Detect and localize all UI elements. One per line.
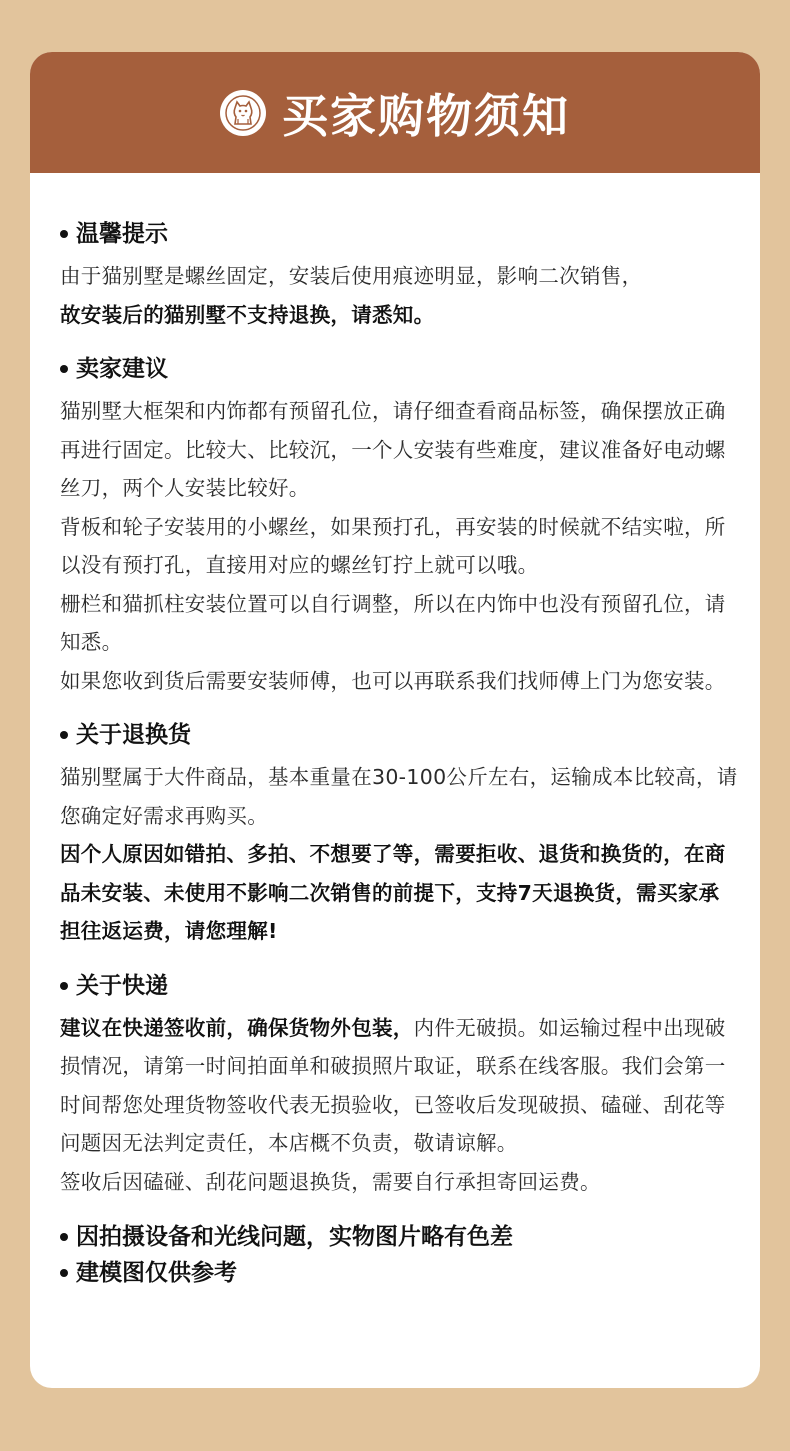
paragraph: 由于猫别墅是螺丝固定，安装后使用痕迹明显，影响二次销售， [60, 264, 643, 288]
bullet-dot-icon [60, 982, 68, 990]
footer-notes [60, 1219, 740, 1291]
paragraph-bold: 故安装后的猫别墅不支持退换，请悉知。 [60, 302, 435, 327]
notice-card [30, 52, 760, 1388]
paragraph-emphasis: 建议在快递签收前，确保货物外包装， [60, 1015, 414, 1040]
section-title: 温馨提示 [76, 221, 168, 247]
header-banner [30, 52, 760, 173]
section-delivery [60, 969, 740, 1202]
section-title: 卖家建议 [76, 356, 168, 382]
section-title: 关于退换货 [76, 722, 191, 748]
section-seller-advice [60, 352, 740, 700]
bullet-dot-icon [60, 1233, 68, 1241]
paragraph-bold: 因个人原因如错拍、多拍、不想要了等，需要拒收、退货和换货的，在商品未安装、未使用不影响二次销售的前提下，支持7天退换货，需买家承担往返运费，请您理解! [60, 842, 726, 943]
paragraph: 猫别墅大框架和内饰都有预留孔位，请仔细查看商品标签，确保摆放正确再进行固定。比较大、比较沉，一个人安装有些难度，建议准备好电动螺丝刀，两个人安装比较好。 [60, 399, 726, 500]
paragraph: 栅栏和猫抓柱安装位置可以自行调整，所以在内饰中也没有预留孔位，请知悉。 [60, 591, 726, 654]
bullet-dot-icon [60, 1269, 68, 1277]
footer-note: 建模图仅供参考 [76, 1260, 237, 1286]
paragraph: 如果您收到货后需要安装师傅，也可以再联系我们找师傅上门为您安装。 [60, 668, 726, 693]
cat-logo-icon [220, 90, 266, 136]
paragraph: 背板和轮子安装用的小螺丝，如果预打孔，再安装的时候就不结实啦，所以没有预打孔，直接用对应的螺丝钉拧上就可以哦。 [60, 514, 726, 577]
bullet-dot-icon [60, 731, 68, 739]
paragraph: 签收后因磕碰、刮花问题退换货，需要自行承担寄回运费。 [60, 1169, 601, 1194]
paragraph-text: 内件无破损。如运输过程中出现破损情况，请第一时间拍面单和破损照片取证，联系在线客服。我们会第一时间帮您处理货物签收代表无损验收，已签收后发现破损、磕碰、刮花等问题因无法判定责任，本店概不负责，敬请谅解。 [60, 1015, 726, 1155]
bullet-dot-icon [60, 365, 68, 373]
section-title: 关于快递 [76, 972, 168, 999]
bullet-dot-icon [60, 230, 68, 238]
section-returns [60, 718, 740, 951]
section-reminder [60, 217, 740, 334]
footer-note: 因拍摄设备和光线问题，实物图片略有色差 [76, 1224, 513, 1250]
notice-content [60, 217, 740, 1291]
page-title: 买家购物须知 [282, 88, 570, 143]
paragraph: 猫别墅属于大件商品，基本重量在30-100公斤左右，运输成本比较高，请您确定好需求再购买。 [60, 765, 738, 828]
paragraph [60, 1009, 740, 1163]
